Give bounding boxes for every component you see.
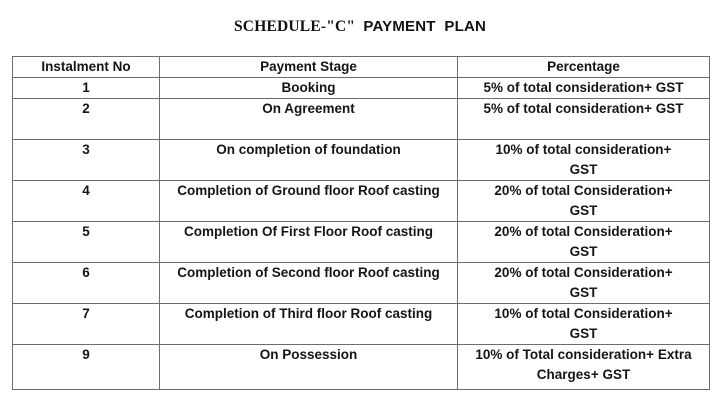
- instalment-no-cell: 7: [13, 304, 160, 345]
- table-row: [13, 181, 710, 222]
- payment-stage-cell: On completion of foundation: [160, 140, 458, 181]
- header-payment-stage: Payment Stage: [160, 57, 458, 78]
- table-row: [13, 222, 710, 263]
- percentage-text: 20% of total Consideration+ GST: [494, 183, 673, 218]
- payment-stage-cell: Completion of Third floor Roof casting: [160, 304, 458, 345]
- payment-stage-cell: On Agreement: [160, 99, 458, 140]
- table-row: [13, 304, 710, 345]
- document-title: [0, 18, 720, 36]
- instalment-no-cell: 1: [13, 78, 160, 99]
- percentage-text: 20% of total Consideration+ GST: [494, 265, 673, 300]
- percentage-text: 10% of total consideration+ GST: [495, 142, 672, 177]
- instalment-no-cell: 6: [13, 263, 160, 304]
- payment-stage-cell: Completion Of First Floor Roof casting: [160, 222, 458, 263]
- percentage-text: 10% of total Consideration+ GST: [494, 306, 673, 341]
- table-row: [13, 78, 710, 99]
- percentage-text: 10% of Total consideration+ Extra Charges+ GST: [475, 347, 692, 382]
- payment-plan-table: [12, 56, 710, 390]
- percentage-cell: 5% of total consideration+ GST: [458, 78, 710, 99]
- instalment-no-cell: 5: [13, 222, 160, 263]
- percentage-cell: [458, 345, 710, 390]
- instalment-no-cell: 9: [13, 345, 160, 390]
- table-row: [13, 99, 710, 140]
- percentage-cell: [458, 222, 710, 263]
- payment-stage-cell: Booking: [160, 78, 458, 99]
- header-instalment-no: Instalment No: [13, 57, 160, 78]
- percentage-cell: [458, 140, 710, 181]
- table-row: [13, 263, 710, 304]
- header-percentage: Percentage: [458, 57, 710, 78]
- payment-stage-cell: Completion of Second floor Roof casting: [160, 263, 458, 304]
- table-row: [13, 345, 710, 390]
- payment-stage-cell: On Possession: [160, 345, 458, 390]
- schedule-label: SCHEDULE-"C": [233, 18, 356, 35]
- percentage-text: 20% of total Consideration+ GST: [494, 224, 673, 259]
- percentage-cell: 5% of total consideration+ GST: [458, 99, 710, 140]
- percentage-cell: [458, 263, 710, 304]
- percentage-cell: [458, 181, 710, 222]
- instalment-no-cell: 2: [13, 99, 160, 140]
- percentage-cell: [458, 304, 710, 345]
- table-row: [13, 140, 710, 181]
- table-header-row: [13, 57, 710, 78]
- payment-stage-cell: Completion of Ground floor Roof casting: [160, 181, 458, 222]
- instalment-no-cell: 4: [13, 181, 160, 222]
- payment-plan-label: PAYMENT PLAN: [363, 18, 487, 35]
- instalment-no-cell: 3: [13, 140, 160, 181]
